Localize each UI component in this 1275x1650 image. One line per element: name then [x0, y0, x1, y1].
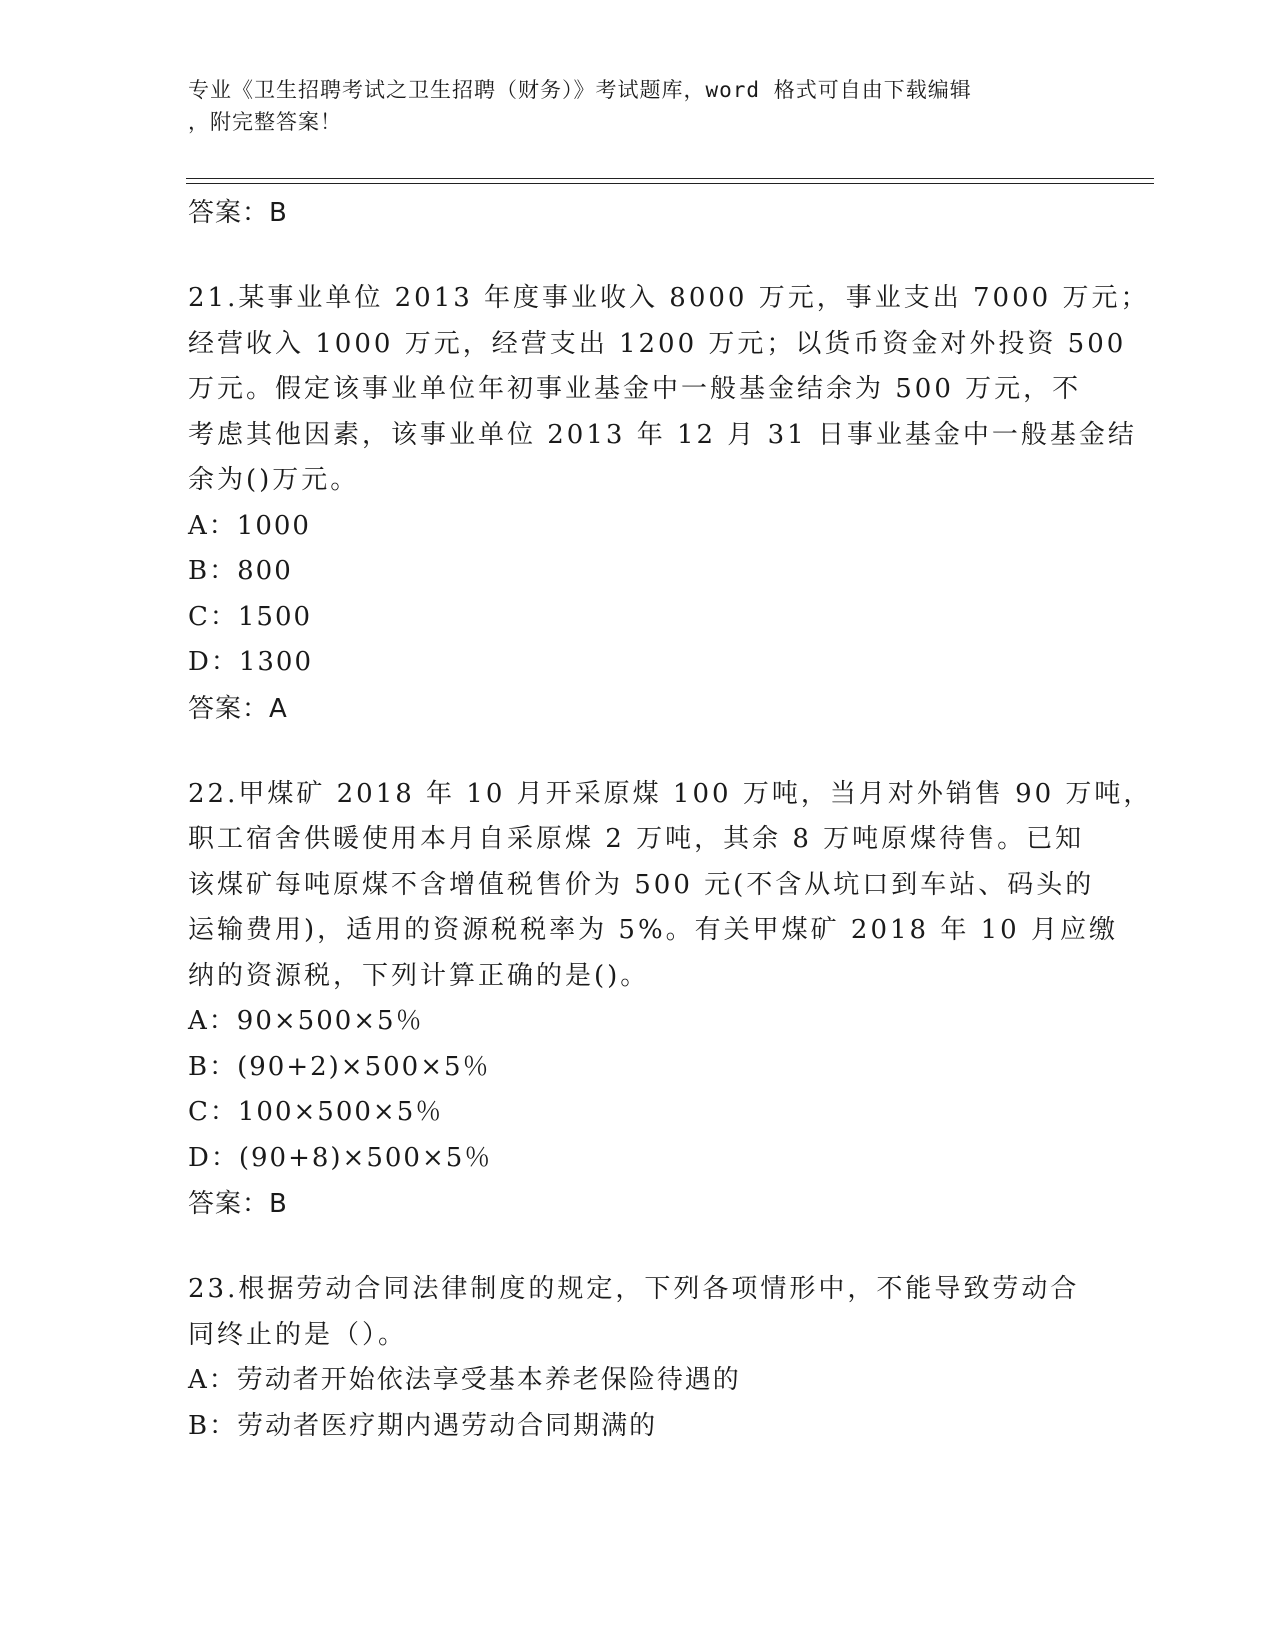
question-22-option-c: C：100×500×5％: [188, 1097, 444, 1127]
previous-question-answer: 答案：B: [188, 198, 288, 228]
question-21-option-c: C：1500: [188, 601, 313, 632]
question-23-stem-line: 23.根据劳动合同法律制度的规定，下列各项情形中，不能导致劳动合: [188, 1274, 1080, 1304]
question-22-stem-line: 运输费用)，适用的资源税税率为 5%。有关甲煤矿 2018 年 10 月应缴: [188, 915, 1118, 945]
question-23: [188, 1267, 1088, 1449]
header-line-1: 专业《卫生招聘考试之卫生招聘（财务）》考试题库，word 格式可自由下载编辑: [188, 78, 972, 102]
question-21-stem-line: 经营收入 1000 万元，经营支出 1200 万元；以货币资金对外投资 500: [188, 328, 1127, 359]
question-21-stem-line: 21.某事业单位 2013 年度事业收入 8000 万元，事业支出 7000 万元；: [188, 283, 1150, 313]
question-22-option-d: D：(90+8)×500×5％: [188, 1142, 493, 1173]
question-21: [188, 276, 1150, 732]
spacer: [188, 1227, 1088, 1267]
question-22-stem-line: 纳的资源税，下列计算正确的是()。: [188, 960, 650, 991]
question-21-stem-line: 考虑其他因素，该事业单位 2013 年 12 月 31 日事业基金中一般基金结: [188, 419, 1137, 450]
question-list: [188, 190, 1153, 1449]
question-21-answer: 答案：A: [188, 693, 288, 724]
question-22-stem-line: 该煤矿每吨原煤不含增值税售价为 500 元(不含从坑口到车站、码头的: [188, 869, 1095, 900]
question-23-option-b: B：劳动者医疗期内遇劳动合同期满的: [188, 1410, 658, 1441]
question-22-option-b: B：(90+2)×500×5％: [188, 1051, 491, 1082]
header-divider-top: [186, 178, 1154, 179]
question-22-stem-line: 22.甲煤矿 2018 年 10 月开采原煤 100 万吨，当月对外销售 90 万吨，: [188, 778, 1153, 809]
question-21-stem-line: 万元。假定该事业单位年初事业基金中一般基金结余为 500 万元，不: [188, 374, 1082, 404]
question-21-option-d: D：1300: [188, 647, 314, 677]
question-21-option-b: B：800: [188, 556, 293, 586]
spacer: [188, 732, 1088, 772]
question-23-option-a: A：劳动者开始依法享受基本养老保险待遇的: [188, 1365, 741, 1395]
question-22-stem-line: 职工宿舍供暖使用本月自采原煤 2 万吨，其余 8 万吨原煤待售。已知: [188, 824, 1085, 854]
question-22: [188, 772, 1153, 1228]
question-22-answer: 答案：B: [188, 1189, 288, 1219]
question-22-option-a: A：90×500×5％: [188, 1006, 424, 1036]
page-header: [188, 74, 1088, 138]
question-21-stem-line: 余为()万元。: [188, 465, 360, 495]
question-23-stem-line: 同终止的是（）。: [188, 1319, 408, 1350]
header-line-2: ，附完整答案！: [188, 110, 342, 134]
header-divider-bottom: [186, 183, 1154, 184]
spacer: [188, 236, 1088, 276]
question-21-option-a: A：1000: [188, 510, 311, 541]
